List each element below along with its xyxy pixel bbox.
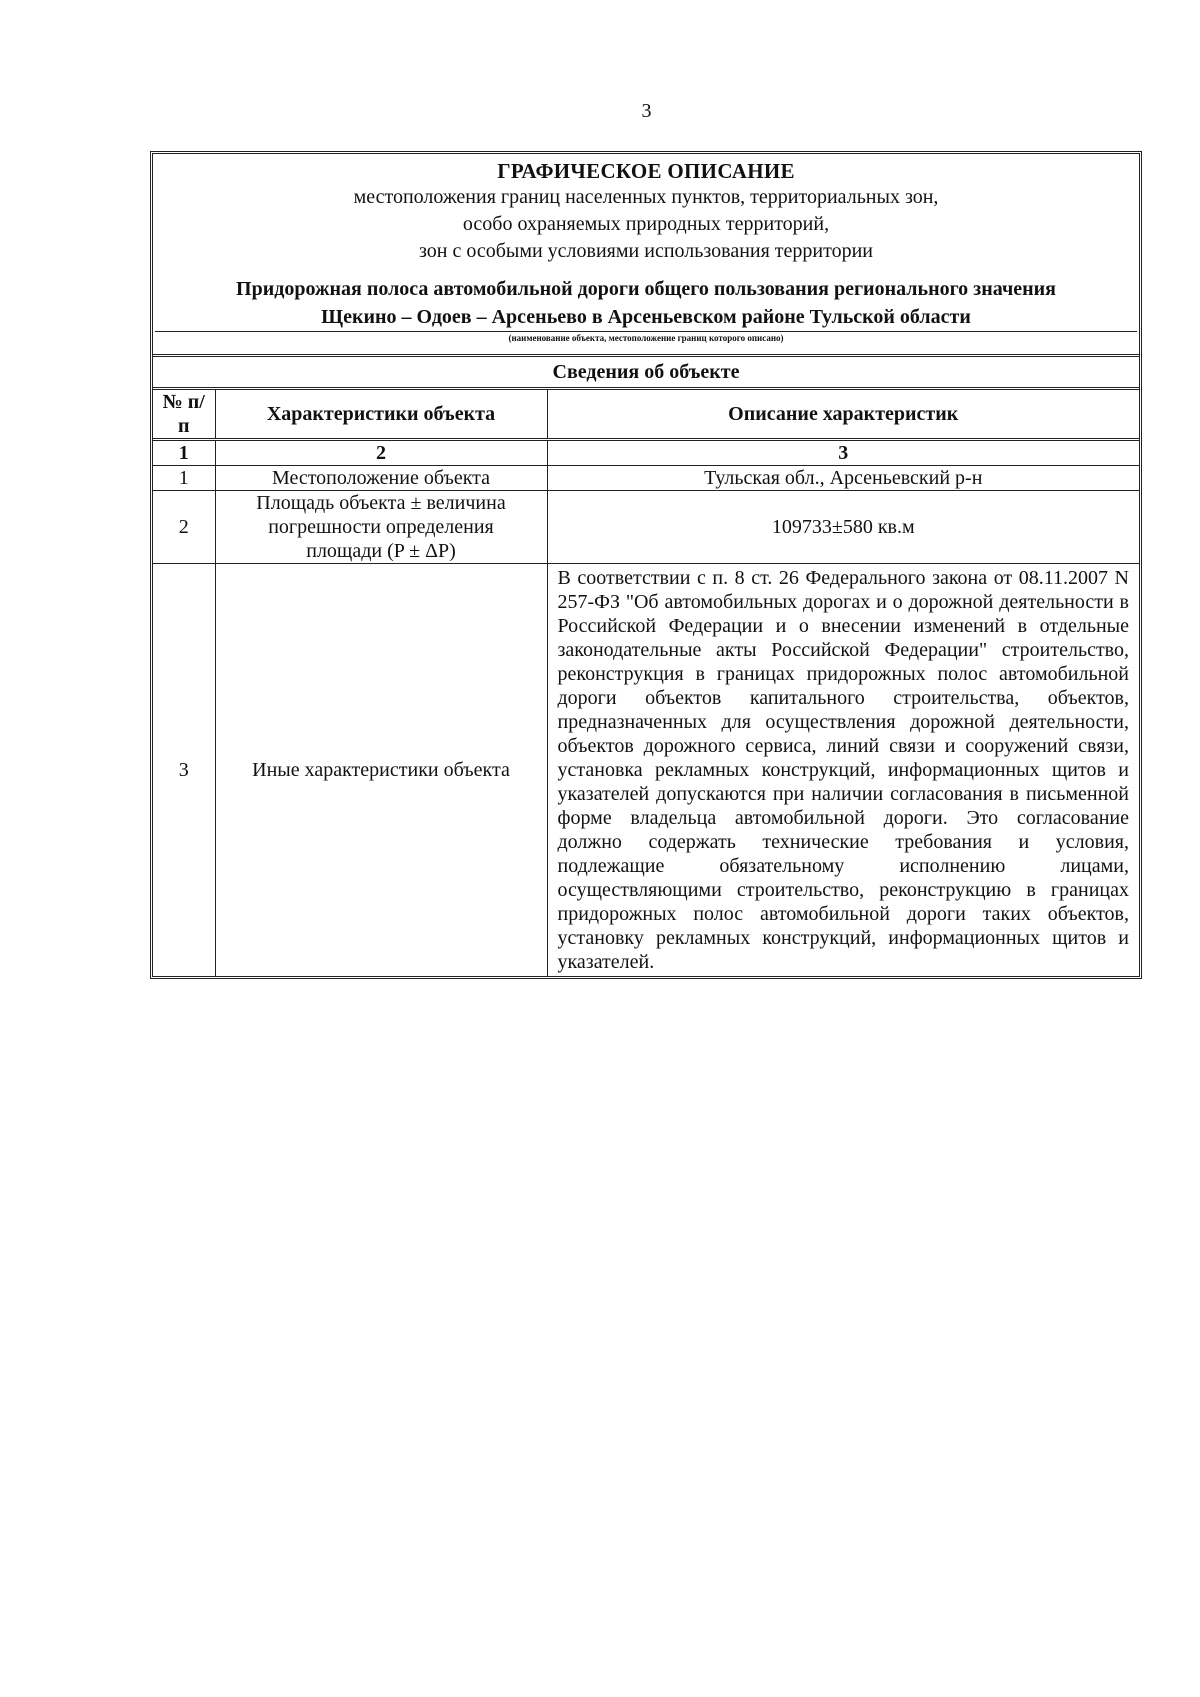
section-title: Сведения об объекте [153,354,1139,387]
row-description: 109733±580 кв.м [547,491,1139,564]
column-number: 3 [547,440,1139,466]
row-number: 3 [153,564,215,977]
row-characteristic: Площадь объекта ± величина погрешности определения площади (P ± ΔP) [215,491,547,564]
row-characteristic: Иные характеристики объекта [215,564,547,977]
document-subtitle-line: зон с особыми условиями использования территории [418,240,874,262]
object-name-line: Придорожная полоса автомобильной дороги общего пользования регионального значения [236,278,1056,300]
row-description: Тульская обл., Арсеньевский р-н [547,466,1139,491]
document-subtitle-line: местоположения границ населенных пунктов, территориальных зон, [353,186,939,208]
column-header-characteristic: Характеристики объекта [215,389,547,440]
object-properties-table [153,387,1139,976]
column-header-number: № п/п [153,389,215,440]
document-title: ГРАФИЧЕСКОЕ ОПИСАНИЕ [497,159,795,183]
object-name-line: Щекино – Одоев – Арсеньево в Арсеньевском районе Тульской области [155,303,1137,332]
table-row [153,491,1139,564]
row-number: 1 [153,466,215,491]
document-header [153,154,1139,354]
document-frame [150,151,1142,979]
column-number: 1 [153,440,215,466]
table-header-row [153,389,1139,440]
document-subtitle-line: особо охраняемых природных территорий, [462,213,830,235]
object-name [163,275,1129,332]
page-number: 3 [641,100,652,122]
column-header-description: Описание характеристик [547,389,1139,440]
column-number: 2 [215,440,547,466]
table-column-number-row [153,440,1139,466]
row-description: В соответствии с п. 8 ст. 26 Федерального закона от 08.11.2007 N 257-ФЗ "Об автомобильных дорогах и о дорожной деятельности в Российской Федерации и о внесении изменений в отдельные законодательные акты Российской Федерации" строительство, реконструкция в границах придорожных полос автомобильной дороги объектов капитального строительства, объектов, предназначенных для осуществления дорожной деятельности, объектов дорожного сервиса, линий связи и сооружений связи, установка рекламных конструкций, информационных щитов и указателей допускаются при наличии согласования в письменной форме владельца автомобильной дороги. Это согласование должно содержать технические требования и условия, подлежащие обязательному исполнению лицами, осуществляющими строительство, реконструкцию в границах придорожных полос автомобильной дороги таких объектов, установку рекламных конструкций, информационных щитов и указателей. [547,564,1139,977]
table-row [153,466,1139,491]
row-number: 2 [153,491,215,564]
row-characteristic: Местоположение объекта [215,466,547,491]
object-name-caption: (наименование объекта, местоположение границ которого описано) [508,333,784,343]
table-row [153,564,1139,977]
